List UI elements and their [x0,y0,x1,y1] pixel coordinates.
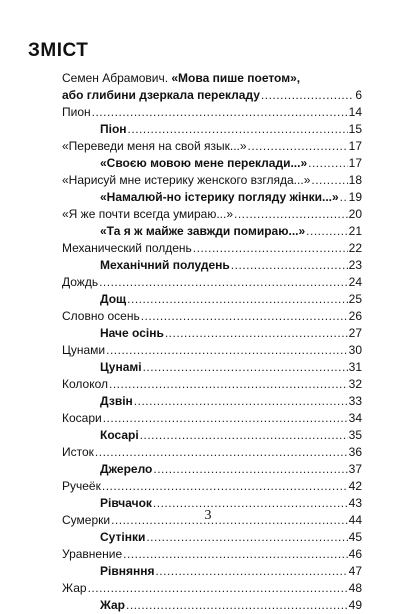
toc-page-number: 18 [348,173,362,187]
toc-entry-title [100,359,142,376]
toc-entry-title [62,478,101,495]
toc-entry-title [100,461,152,478]
toc-entry [62,291,362,308]
toc-entry [62,70,362,87]
toc-entry [62,138,362,155]
table-of-contents [62,70,362,614]
toc-entry [62,546,362,563]
toc-page-number: 19 [348,190,362,204]
toc-entry-title [100,325,164,342]
toc-entry [62,478,362,495]
toc-entry [62,580,362,597]
toc-entry-title-regular: Цунами [62,343,106,357]
toc-entry-title [62,172,310,189]
toc-entry-title [62,274,98,291]
toc-page-number: 30 [348,343,362,357]
toc-leader-dots [311,172,347,189]
toc-entry [62,257,362,274]
toc-entry-title-bold: «Намалюй-но істерику погляду жінки...» [100,190,339,204]
toc-entry-title-bold: Піон [100,122,127,136]
toc-entry-title-regular: Ручеёк [62,479,101,493]
toc-entry [62,155,362,172]
toc-entry [62,172,362,189]
toc-entry [62,393,362,410]
toc-entry-title [62,376,108,393]
toc-entry-title-regular: Сумерки [62,513,111,527]
toc-entry-title-bold: Сутінки [100,530,146,544]
toc-page-number: 27 [348,326,362,340]
toc-entry-title [62,138,247,155]
toc-entry [62,427,362,444]
toc-page-number: 46 [348,547,362,561]
toc-page-number: 25 [348,292,362,306]
toc-entry-title [62,206,233,223]
toc-entry [62,189,362,206]
toc-leader-dots [127,291,347,308]
toc-page-number: 31 [348,360,362,374]
toc-entry-title [62,308,140,325]
toc-entry-title-bold: Рівчачок [100,496,152,510]
toc-entry-title [62,410,102,427]
toc-leader-dots [126,597,348,614]
toc-leader-dots [134,393,348,410]
toc-page-number: 6 [355,88,362,102]
toc-page-number: 20 [348,207,362,221]
toc-leader-dots [109,376,348,393]
toc-page-number: 42 [348,479,362,493]
toc-entry [62,597,362,614]
toc-entry [62,274,362,291]
toc-entry [62,206,362,223]
toc-page-number: 14 [348,105,362,119]
toc-entry-title [100,189,339,206]
toc-entry-title [100,223,305,240]
toc-entry-title-bold: Наче осінь [100,326,164,340]
toc-entry [62,444,362,461]
toc-entry [62,240,362,257]
toc-leader-dots [95,444,348,461]
toc-page-number: 22 [348,241,362,255]
toc-entry [62,325,362,342]
toc-entry-title-regular: Колокол [62,377,109,391]
toc-leader-dots [340,189,348,206]
toc-entry [62,461,362,478]
toc-entry-title-bold: «Своєю мовою мене переклади...» [100,156,308,170]
toc-entry-title [100,257,230,274]
toc-leader-dots [102,478,348,495]
toc-entry-title [100,563,154,580]
toc-entry-title [100,121,127,138]
toc-leader-dots [306,223,347,240]
toc-entry-title [62,580,87,597]
toc-entry [62,359,362,376]
toc-entry-title-regular: Уравнение [62,547,123,561]
toc-entry-title [62,87,260,104]
toc-entry [62,308,362,325]
toc-entry-title [100,155,307,172]
toc-page-number: 26 [348,309,362,323]
toc-leader-dots [103,410,348,427]
toc-entry-title-bold: Цунамі [100,360,142,374]
toc-entry [62,342,362,359]
toc-leader-dots [123,546,348,563]
toc-entry-title-regular: «Переведи меня на свой язык...» [62,139,247,153]
toc-page-number: 45 [348,530,362,544]
toc-entry-title [100,427,139,444]
toc-leader-dots [88,580,348,597]
toc-entry [62,223,362,240]
toc-entry-title-regular: «Я же почти всегда умираю...» [62,207,234,221]
toc-entry-title-bold: Дощ [100,292,127,306]
toc-entry-title [62,342,105,359]
toc-page-number: 21 [348,224,362,238]
toc-page-number: 34 [348,411,362,425]
toc-entry-title-bold: Джерело [100,462,153,476]
toc-page-number: 17 [348,139,362,153]
toc-entry-title-regular: Дождь [62,275,99,289]
page-title: ЗМІСТ [28,40,89,61]
toc-entry-title [62,70,300,87]
toc-entry [62,376,362,393]
toc-leader-dots [155,563,347,580]
toc-leader-dots [234,206,348,223]
toc-entry-title-regular: Жар [62,581,87,595]
toc-page-number: 33 [348,394,362,408]
toc-entry-title-regular: Словно осень [62,309,140,323]
page-number: 3 [204,508,212,523]
toc-entry [62,563,362,580]
toc-entry-title [62,546,122,563]
toc-leader-dots [165,325,348,342]
toc-entry-title-bold: «Та я ж майже завжди помираю...» [100,224,306,238]
toc-leader-dots [146,529,347,546]
toc-page-number: 44 [348,513,362,527]
toc-page-number: 35 [348,428,362,442]
toc-entry-title-regular: Пион [62,105,91,119]
toc-entry-title [62,104,91,121]
toc-leader-dots [143,359,348,376]
toc-page-number: 24 [348,275,362,289]
toc-entry-title-bold: Дзвін [100,394,133,408]
toc-page-number: 17 [348,156,362,170]
toc-entry [62,529,362,546]
toc-entry-title [62,444,94,461]
toc-entry-title [100,597,125,614]
toc-page-number: 23 [348,258,362,272]
toc-page-number: 49 [348,598,362,612]
toc-leader-dots [231,257,348,274]
toc-leader-dots [99,274,348,291]
toc-entry-title-bold: Механічний полудень [100,258,230,272]
toc-leader-dots [193,240,348,257]
toc-leader-dots [153,461,347,478]
toc-entry [62,410,362,427]
toc-leader-dots [140,427,348,444]
toc-entry-title-regular: «Нарисуй мне истерику женского взгляда...» [62,173,311,187]
toc-page-number: 47 [348,564,362,578]
toc-leader-dots [106,342,348,359]
toc-page-number: 48 [348,581,362,595]
toc-entry-title-bold: або глибини дзеркала перекладу [62,88,260,102]
toc-entry-title [62,240,192,257]
toc-leader-dots [308,155,348,172]
toc-entry-title [100,529,145,546]
toc-page-number: 32 [348,377,362,391]
toc-page-number: 37 [348,462,362,476]
toc-entry [62,121,362,138]
toc-entry-title-regular: Механический полдень [62,241,192,255]
toc-page-number: 36 [348,445,362,459]
toc-entry [62,104,362,121]
toc-entry-title-bold: «Мова пише поетом», [171,71,301,85]
toc-leader-dots [128,121,348,138]
toc-leader-dots [141,308,348,325]
toc-entry-title [100,393,133,410]
toc-entry [62,87,362,104]
toc-leader-dots [261,87,354,104]
toc-entry-title-bold: Жар [100,598,125,612]
toc-entry-title [100,291,126,308]
toc-entry-title-regular: Косари [62,411,102,425]
toc-entry-title-bold: Рівняння [100,564,155,578]
toc-page-number: 43 [348,496,362,510]
toc-page-number: 15 [348,122,362,136]
toc-entry-title-regular: Исток [62,445,94,459]
toc-leader-dots [248,138,348,155]
toc-leader-dots [92,104,348,121]
toc-entry-title-regular: Семен Абрамович. [62,71,172,85]
toc-entry-title-bold: Косарі [100,428,139,442]
